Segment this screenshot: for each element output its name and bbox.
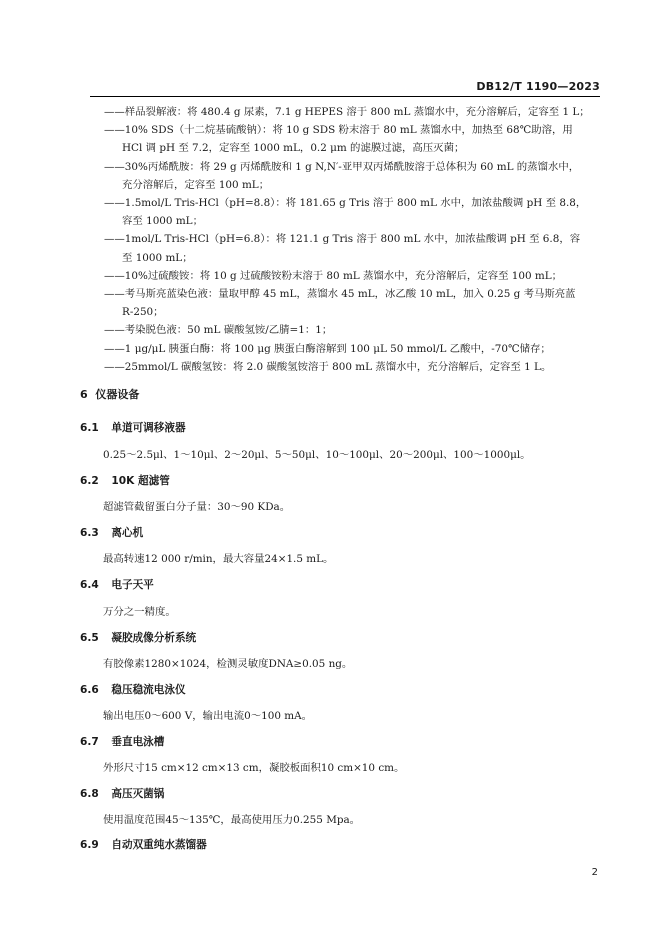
reagent-item: ——考染脱色液：50 mL 碳酸氢铵/乙腈=1：1； xyxy=(104,324,333,337)
equipment-desc: 万分之一精度。 xyxy=(103,606,176,618)
reagent-item: ——25mmol/L 碳酸氢铵：将 2.0 碳酸氢铵溶于 800 mL 蒸馏水中，充分溶解后，定容至 1 L。 xyxy=(104,360,552,373)
reagent-item: ——30%丙烯酰胺：将 29 g 丙烯酰胺和 1 g N,N′-亚甲双丙烯酰胺溶于总体积为 60 mL 的蒸馏水中， 充分溶解后，定容至 100 mL； xyxy=(104,160,580,191)
equipment-heading: 6.3 离心机 xyxy=(80,527,144,539)
equipment-heading: 6.5 凝胶成像分析系统 xyxy=(80,632,197,644)
equipment-heading: 6.7 垂直电泳槽 xyxy=(80,736,165,748)
reagent-item: ——1mol/L Tris-HCl（pH=6.8）：将 121.1 g Tris 溶于 800 mL 水中，加浓盐酸调 pH 至 6.8，容 至 1000 mL； xyxy=(104,233,581,264)
document-code: DB12/T 1190—2023 xyxy=(476,80,600,93)
page-number: 2 xyxy=(591,867,598,878)
reagent-item: ——10% SDS（十二烷基硫酸钠）：将 10 g SDS 粉末溶于 80 mL 蒸馏水中，加热至 68℃助溶，用 HCl 调 pH 至 7.2，定容至 1000 mL，0.2 μm 的滤膜过滤，高压灭菌； xyxy=(104,124,573,155)
reagent-item: ——1.5mol/L Tris-HCl（pH=8.8）：将 181.65 g Tris 溶于 800 mL 水中，加浓盐酸调 pH 至 8.8， 容至 1000 mL； xyxy=(104,197,587,228)
reagent-item: ——样品裂解液：将 480.4 g 尿素，7.1 g HEPES 溶于 800 mL 蒸馏水中，充分溶解后，定容至 1 L； xyxy=(104,106,590,118)
equipment-desc: 最高转速12 000 r/min，最大容量24×1.5 mL。 xyxy=(103,553,334,565)
equipment-heading: 6.2 10K 超滤管 xyxy=(80,475,170,487)
equipment-desc: 0.25～2.5μl、1～10μl、2～20μl、5～50μl、10～100μl、20～200μl、100～1000μl。 xyxy=(103,449,531,461)
reagent-item: ——1 μg/μL 胰蛋白酶：将 100 μg 胰蛋白酶溶解到 100 μL 50 mmol/L 乙酸中，-70℃储存； xyxy=(104,342,551,355)
equipment-heading: 6.9 自动双重纯水蒸馏器 xyxy=(80,839,207,851)
equipment-heading: 6.6 稳压稳流电泳仪 xyxy=(80,684,186,696)
reagent-item: ——考马斯亮蓝染色液：量取甲醇 45 mL，蒸馏水 45 mL，冰乙酸 10 mL，加入 0.25 g 考马斯亮蓝 R-250； xyxy=(104,288,576,319)
equipment-desc: 外形尺寸15 cm×12 cm×13 cm，凝胶板面积10 cm×10 cm。 xyxy=(103,762,405,774)
equipment-heading: 6.8 高压灭菌锅 xyxy=(80,788,165,800)
reagent-list xyxy=(104,103,604,376)
equipment-desc: 使用温度范围45～135℃，最高使用压力0.255 Mpa。 xyxy=(103,814,361,826)
reagent-item: ——10%过硫酸铵：将 10 g 过硫酸铵粉末溶于 80 mL 蒸馏水中，充分溶解后，定容至 100 mL； xyxy=(104,269,563,282)
equipment-desc: 有胶像素1280×1024，检测灵敏度DNA≥0.05 ng。 xyxy=(103,658,353,670)
section-heading: 6 仪器设备 xyxy=(80,388,140,401)
equipment-desc: 超滤管截留蛋白分子量：30～90 KDa。 xyxy=(103,501,291,513)
equipment-heading: 6.4 电子天平 xyxy=(80,579,154,591)
equipment-desc: 输出电压0～600 V，输出电流0～100 mA。 xyxy=(103,710,313,722)
header-rule xyxy=(90,96,600,97)
equipment-heading: 6.1 单道可调移液器 xyxy=(80,422,186,434)
